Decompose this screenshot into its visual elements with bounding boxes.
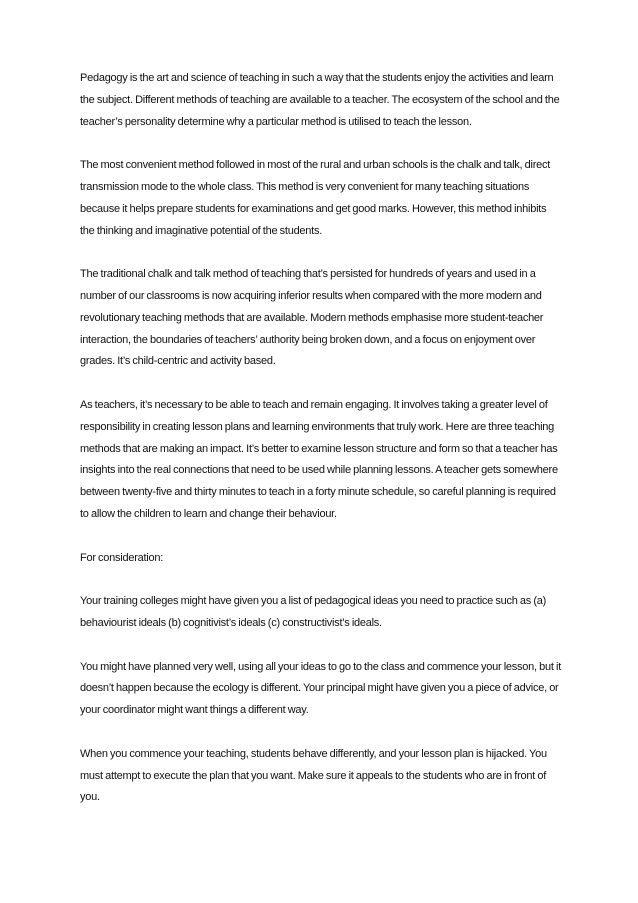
paragraph-commence-teaching: When you commence your teaching, students behave differently, and your lesson plan is hijacked. You must attempt to execute the plan that you want. Make sure it appeals to the students who are in front of you.: [80, 747, 547, 804]
paragraph-planned-well: You might have planned very well, using all your ideas to go to the class and commence your lesson, but it doesn’t happen because the ecology is different. Your principal might have given you a piece of advice, or your coordinator might want things a different way.: [80, 660, 561, 717]
paragraph-traditional-methods: The traditional chalk and talk method of teaching that’s persisted for hundreds of years and used in a number of our classrooms is now acquiring inferior results when compared with the more modern and revolutionary teaching methods that are available. Modern methods emphasise more student-teacher interaction, the boundaries of teachers’ authority being broken down, and a focus on enjoyment over grades. It’s child-centric and activity based.: [80, 268, 544, 368]
paragraph-training-colleges: Your training colleges might have given you a list of pedagogical ideas you need to practice such as (a) behaviourist ideals (b) cognitivist’s ideals (c) constructivist’s ideals.: [80, 595, 547, 629]
paragraph-engaging-teachers: As teachers, it’s necessary to be able to teach and remain engaging. It involves taking a greater level of responsibility in creating lesson plans and learning environments that truly work. Here are three teaching methods that are making an impact. It’s better to examine lesson structure and form so that a teacher has insights into the real connections that need to be used while planning lessons. A teacher gets somewhere between twenty-five and thirty minutes to teach in a forty minute schedule, so careful planning is required to allow the children to learn and change their behaviour.: [80, 398, 558, 520]
paragraph-intro-pedagogy: Pedagogy is the art and science of teaching in such a way that the students enjoy the activities and learn the subject. Different methods of teaching are available to a teacher. The ecosystem of the school and the teacher’s personality determine why a particular method is utilised to teach the lesson.: [80, 72, 560, 128]
paragraph-for-consideration: For consideration:: [80, 551, 164, 564]
document-body: [80, 68, 562, 831]
paragraph-chalk-and-talk: The most convenient method followed in most of the rural and urban schools is the chalk and talk, direct transmission mode to the whole class. This method is very convenient for many teaching situations because it helps prepare students for examinations and get good marks. However, this method inhibits the thinking and imaginative potential of the students.: [80, 159, 551, 237]
